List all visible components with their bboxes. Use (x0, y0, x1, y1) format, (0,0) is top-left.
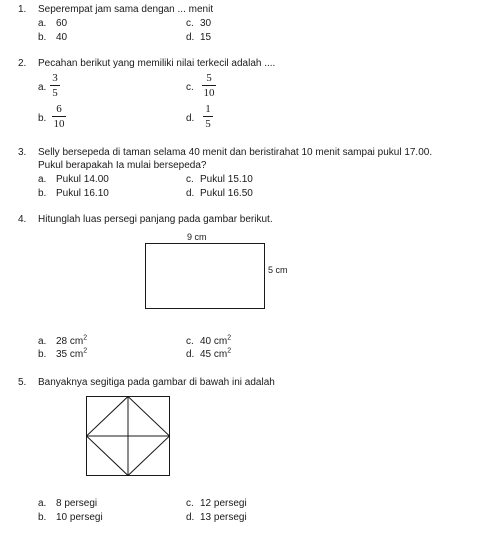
q4-option-d (200, 349, 231, 361)
question-2-text: Pecahan berikut yang memiliki nilai terkecil adalah .... (38, 58, 276, 69)
q4-option-a (56, 336, 87, 348)
q2-option-b-letter: b. (38, 113, 47, 124)
fraction-denominator: 10 (203, 87, 215, 99)
question-3-text-line2: Pukul berapakah Ia mulai bersepeda? (38, 160, 207, 171)
q4-option-a-letter: a. (38, 336, 47, 347)
q4-option-a-text: 28 cm (56, 336, 84, 347)
q4-option-d-letter: d. (186, 349, 195, 360)
q2-option-d-letter: d. (186, 113, 195, 124)
q2-option-a-letter: a. (38, 82, 47, 93)
q3-option-a-text: Pukul 14.00 (56, 174, 109, 185)
fraction-numerator: 1 (205, 103, 211, 115)
question-3-text-line1: Selly bersepeda di taman selama 40 menit dan beristirahat 10 menit sampai pukul 17.00. (38, 147, 433, 158)
question-5-text: Banyaknya segitiga pada gambar di bawah ini adalah (38, 377, 275, 388)
fraction-bar (50, 85, 60, 86)
q3-option-b-letter: b. (38, 188, 47, 199)
q4-option-c-exponent: 2 (227, 334, 232, 342)
q1-option-d-text: 15 (200, 32, 212, 43)
q1-option-a-letter: a. (38, 18, 47, 29)
q4-option-c-text: 40 cm (200, 336, 228, 347)
fraction-bar (203, 116, 213, 117)
question-5-number: 5. (18, 377, 27, 388)
q4-option-b-exponent: 2 (83, 347, 88, 355)
q5-option-b-letter: b. (38, 512, 47, 523)
question-1-text: Seperempat jam sama dengan ... menit (38, 4, 214, 15)
q5-option-a-text: 8 persegi (56, 498, 98, 509)
rectangle-width-label: 9 cm (187, 232, 207, 242)
q3-option-d-letter: d. (186, 188, 195, 199)
rectangle-figure (145, 243, 265, 309)
q3-option-a-letter: a. (38, 174, 47, 185)
question-4-number: 4. (18, 214, 27, 225)
q1-option-b-text: 40 (56, 32, 68, 43)
fraction-denominator: 10 (53, 118, 65, 130)
fraction-numerator: 5 (206, 72, 212, 84)
rectangle-height-label: 5 cm (268, 265, 288, 275)
rectangle-shape (146, 244, 265, 309)
question-1-number: 1. (18, 4, 27, 15)
fraction-bar (52, 116, 66, 117)
q1-option-b-letter: b. (38, 32, 47, 43)
q3-option-b-text: Pukul 16.10 (56, 188, 109, 199)
q4-option-a-exponent: 2 (83, 334, 88, 342)
fraction-bar (202, 85, 216, 86)
fraction-numerator: 6 (56, 103, 62, 115)
q2-option-c-fraction (202, 72, 216, 99)
q2-option-a-fraction (50, 72, 60, 99)
q5-option-c-letter: c. (186, 498, 194, 509)
q2-option-b-fraction (52, 103, 66, 130)
question-4-text: Hitunglah luas persegi panjang pada gambar berikut. (38, 214, 273, 225)
q3-option-c-text: Pukul 15.10 (200, 174, 253, 185)
q3-option-c-letter: c. (186, 174, 194, 185)
q5-option-c-text: 12 persegi (200, 498, 247, 509)
q2-option-d-fraction (203, 103, 213, 130)
fraction-denominator: 5 (52, 87, 58, 99)
q4-option-b-letter: b. (38, 349, 47, 360)
q1-option-c-letter: c. (186, 18, 194, 29)
q5-option-a-letter: a. (38, 498, 47, 509)
q1-option-d-letter: d. (186, 32, 195, 43)
triangle-figure (86, 396, 170, 476)
q2-option-c-letter: c. (186, 82, 194, 93)
fraction-denominator: 5 (205, 118, 211, 130)
q5-option-d-letter: d. (186, 512, 195, 523)
q5-option-d-text: 13 persegi (200, 512, 247, 523)
q3-option-d-text: Pukul 16.50 (200, 188, 253, 199)
q1-option-c-text: 30 (200, 18, 212, 29)
question-2-number: 2. (18, 58, 27, 69)
q4-option-c (200, 336, 231, 348)
fraction-numerator: 3 (52, 72, 58, 84)
q4-option-d-text: 45 cm (200, 349, 228, 360)
q5-option-b-text: 10 persegi (56, 512, 103, 523)
q1-option-a-text: 60 (56, 18, 68, 29)
q4-option-b-text: 35 cm (56, 349, 84, 360)
question-3-number: 3. (18, 147, 27, 158)
q4-option-c-letter: c. (186, 336, 194, 347)
q4-option-d-exponent: 2 (227, 347, 232, 355)
q4-option-b (56, 349, 87, 361)
